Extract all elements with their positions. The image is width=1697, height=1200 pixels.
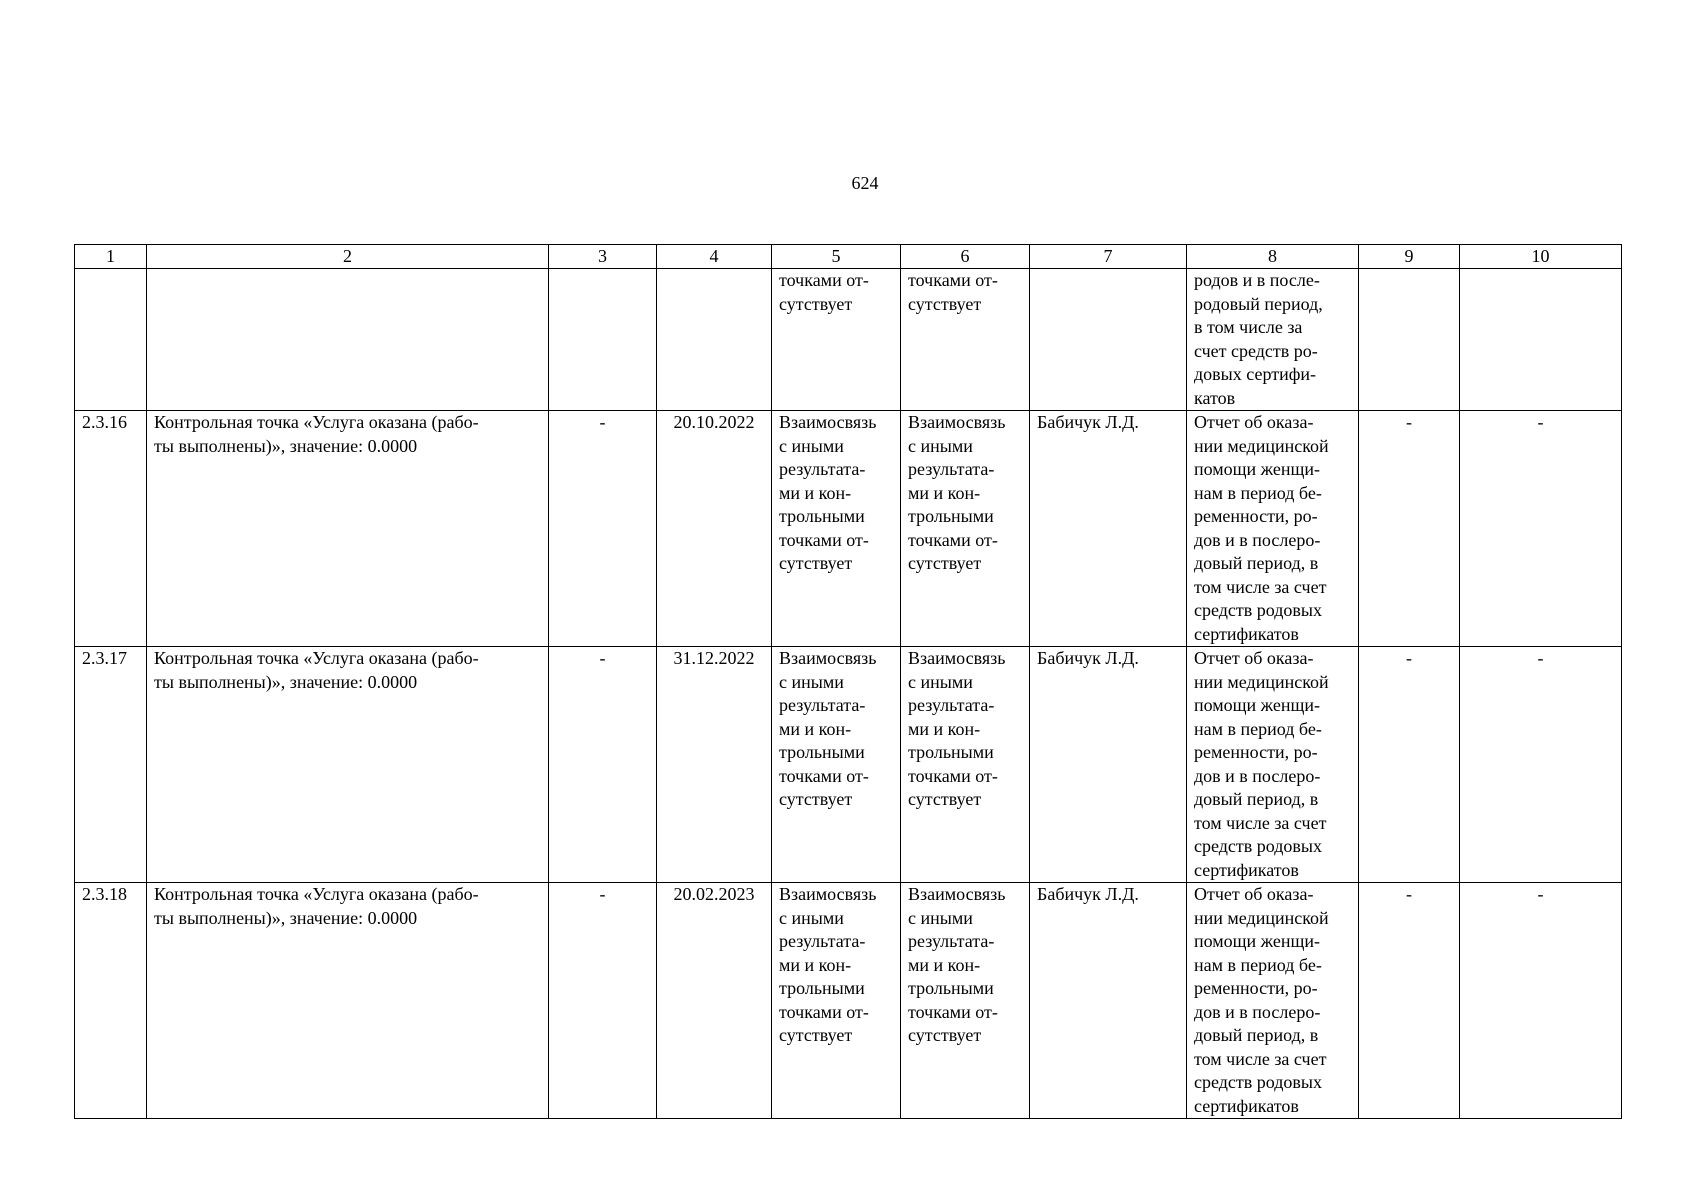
cell-col6: точками от- сутствует: [901, 269, 1030, 411]
cell-col6: Взаимосвязь с иными результата- ми и кон- трольными точками от- сутствует: [901, 883, 1030, 1119]
cell-col3: [549, 269, 657, 411]
cell-document: Отчет об оказа- нии медицинской помощи женщи- нам в период бе- ременности, ро- дов и в послеро- довый период, в том числе за счет средств родовых сертификатов: [1187, 411, 1359, 647]
column-header: 2: [147, 245, 549, 269]
cell-name: Контрольная точка «Услуга оказана (рабо- ты выполнены)», значение: 0.0000: [147, 883, 549, 1119]
cell-col6: Взаимосвязь с иными результата- ми и кон- трольными точками от- сутствует: [901, 411, 1030, 647]
cell-number: [75, 269, 147, 411]
cell-col10: [1460, 269, 1622, 411]
column-header: 3: [549, 245, 657, 269]
cell-col3: -: [549, 647, 657, 883]
schedule-table: [74, 244, 1622, 1119]
cell-col5: Взаимосвязь с иными результата- ми и кон- трольными точками от- сутствует: [772, 647, 901, 883]
column-header: 8: [1187, 245, 1359, 269]
cell-col3: -: [549, 411, 657, 647]
cell-document: родов и в после- родовый период, в том числе за счет средств ро- довых сертифи- катов: [1187, 269, 1359, 411]
cell-col5: Взаимосвязь с иными результата- ми и кон- трольными точками от- сутствует: [772, 411, 901, 647]
column-header: 4: [657, 245, 772, 269]
cell-name: Контрольная точка «Услуга оказана (рабо- ты выполнены)», значение: 0.0000: [147, 411, 549, 647]
column-header: 1: [75, 245, 147, 269]
cell-col10: -: [1460, 647, 1622, 883]
cell-col10: -: [1460, 883, 1622, 1119]
column-header: 5: [772, 245, 901, 269]
cell-number: 2.3.16: [75, 411, 147, 647]
cell-number: 2.3.18: [75, 883, 147, 1119]
column-header: 6: [901, 245, 1030, 269]
cell-document: Отчет об оказа- нии медицинской помощи женщи- нам в период бе- ременности, ро- дов и в послеро- довый период, в том числе за счет средств родовых сертификатов: [1187, 647, 1359, 883]
column-header: 9: [1359, 245, 1460, 269]
cell-col3: -: [549, 883, 657, 1119]
cell-col6: Взаимосвязь с иными результата- ми и кон- трольными точками от- сутствует: [901, 647, 1030, 883]
cell-col9: -: [1359, 647, 1460, 883]
cell-responsible: Бабичук Л.Д.: [1030, 647, 1187, 883]
cell-responsible: [1030, 269, 1187, 411]
cell-col9: -: [1359, 883, 1460, 1119]
column-header: 7: [1030, 245, 1187, 269]
cell-col5: Взаимосвязь с иными результата- ми и кон- трольными точками от- сутствует: [772, 883, 901, 1119]
cell-date: 20.10.2022: [657, 411, 772, 647]
header-row: [75, 245, 1622, 269]
cell-date: [657, 269, 772, 411]
cell-name: [147, 269, 549, 411]
cell-col5: точками от- сутствует: [772, 269, 901, 411]
cell-responsible: Бабичук Л.Д.: [1030, 883, 1187, 1119]
cell-date: 20.02.2023: [657, 883, 772, 1119]
continuation-row: [75, 269, 1622, 411]
cell-col9: [1359, 269, 1460, 411]
cell-col9: -: [1359, 411, 1460, 647]
table-row: [75, 411, 1622, 647]
cell-responsible: Бабичук Л.Д.: [1030, 411, 1187, 647]
cell-document: Отчет об оказа- нии медицинской помощи женщи- нам в период бе- ременности, ро- дов и в послеро- довый период, в том числе за счет средств родовых сертификатов: [1187, 883, 1359, 1119]
cell-col10: -: [1460, 411, 1622, 647]
table-row: [75, 647, 1622, 883]
cell-date: 31.12.2022: [657, 647, 772, 883]
table-row: [75, 883, 1622, 1119]
cell-name: Контрольная точка «Услуга оказана (рабо- ты выполнены)», значение: 0.0000: [147, 647, 549, 883]
column-header: 10: [1460, 245, 1622, 269]
page-number: 624: [851, 173, 879, 193]
cell-number: 2.3.17: [75, 647, 147, 883]
